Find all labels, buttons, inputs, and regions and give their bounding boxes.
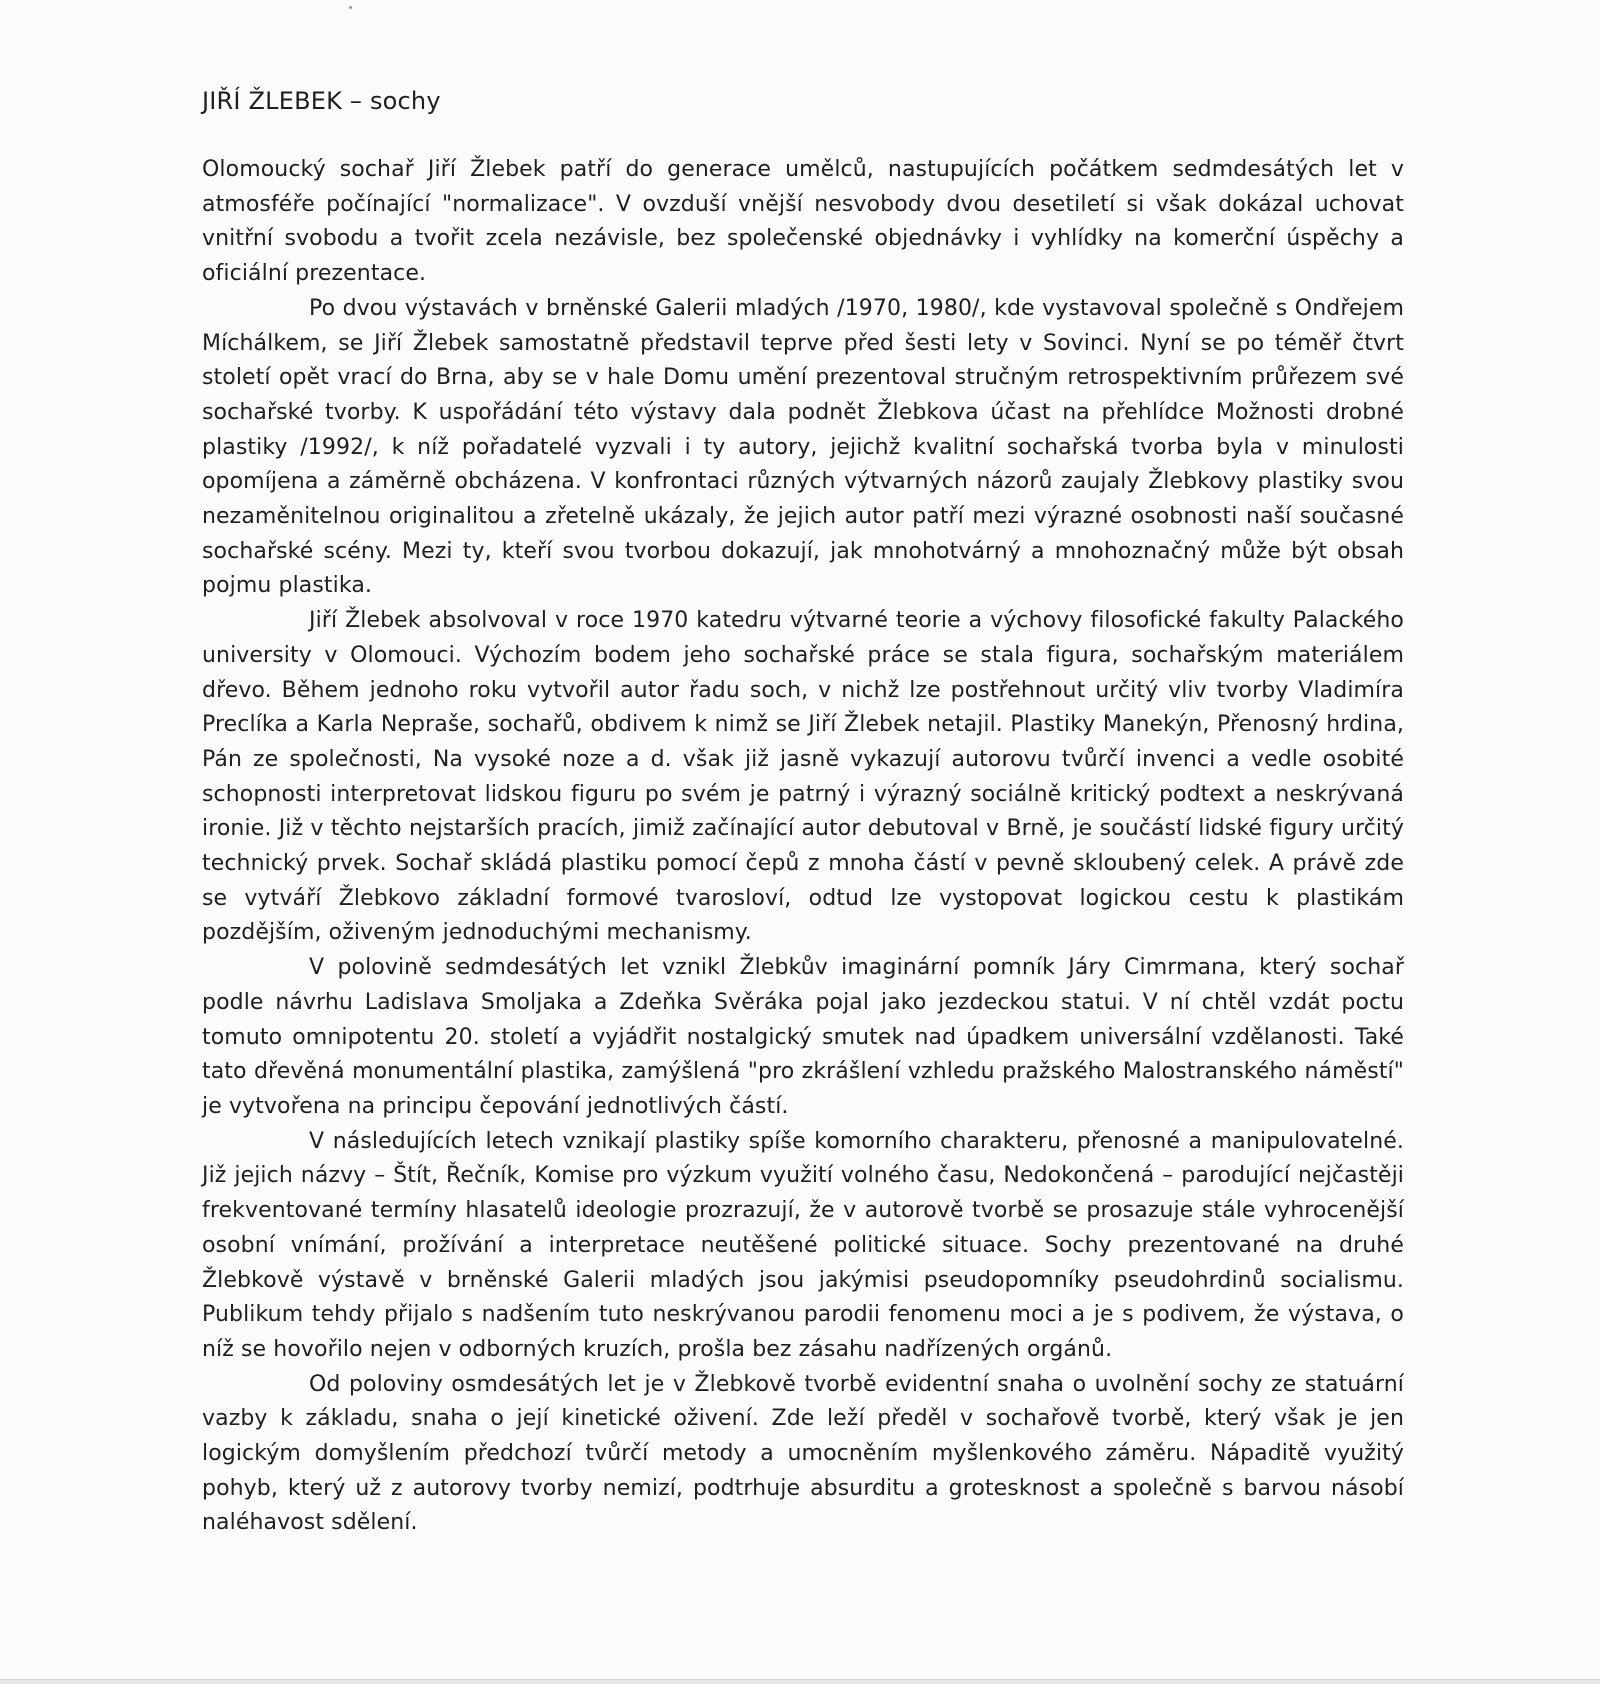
- article-body: [202, 153, 1404, 1541]
- paper-speck: [349, 6, 352, 9]
- paragraph-chamber-works: V následujících letech vznikají plastiky spíše komorního charakteru, přenosné a manipulovatelné. Již jejich názvy – Štít, Řečník, Komise pro výzkum využití volného času, Nedokončená – parodující nejčastěji frekventované termíny hlasatelů ideologie prozrazují, že v autorově tvorbě se prosazuje stále vyhrocenější osobní vnímání, prožívání a interpretace neutěšené politické situace. Sochy prezentované na druhé Žlebkově výstavě v brněnské Galerii mladých jsou jakýmisi pseudopomníky pseudohrdinů socialismu. Publikum tehdy přijalo s nadšením tuto neskrývanou parodii fenomenu moci a je s podivem, že výstava, o níž se hovořilo nejen v odborných kruzích, prošla bez zásahu nadřízených orgánů.: [202, 1128, 1404, 1362]
- paragraph-cimrman-monument: V polovině sedmdesátých let vznikl Žlebkův imaginární pomník Járy Cimrmana, který sochař podle návrhu Ladislava Smoljaka a Zdeňka Svěráka pojal jako jezdeckou statui. V ní chtěl vzdát poctu tomuto omnipotentu 20. století a vyjádřit nostalgický smutek nad úpadkem universální vzdělanosti. Také tato dřevěná monumentální plastika, zamýšlená "pro zkrášlení vzhledu pražského Malostranského náměstí" je vytvořena na principu čepování jednotlivých částí.: [202, 955, 1404, 1119]
- paragraph-kinetic-works: Od poloviny osmdesátých let je v Žlebkově tvorbě evidentní snaha o uvolnění sochy ze statuární vazby k základu, snaha o její kinetické oživení. Zde leží předěl v sochařově tvorbě, který však je jen logickým domyšlením předchozí tvůrčí metody a umocněním myšlenkového záměru. Nápaditě využitý pohyb, který už z autorovy tvorby nemizí, podtrhuje absurditu a grotesknost a společně s barvou násobí naléhavost sdělení.: [202, 1371, 1404, 1536]
- paragraph-exhibitions: Po dvou výstavách v brněnské Galerii mladých /1970, 1980/, kde vystavoval společně s Ondřejem Míchálkem, se Jiří Žlebek samostatně představil teprve před šesti lety v Sovinci. Nyní se po téměř čtvrt století opět vrací do Brna, aby se v hale Domu umění prezentoval stručným retrospektivním průřezem své sochařské tvorby. K uspořádání této výstavy dala podnět Žlebkova účast na přehlídce Možnosti drobné plastiky /1992/, k níž pořadatelé vyzvali i ty autory, jejichž kvalitní sochařská tvorba byla v minulosti opomíjena a záměrně obcházena. V konfrontaci různých výtvarných názorů zaujaly Žlebkovy plastiky svou nezaměnitelnou originalitou a zřetelně ukázaly, že jejich autor patří mezi výrazné osobnosti naší současné sochařské scény. Mezi ty, kteří svou tvorbou dokazují, jak mnohotvárný a mnohoznačný může být obsah pojmu plastika.: [202, 295, 1404, 599]
- paragraph-education: Jiří Žlebek absolvoval v roce 1970 katedru výtvarné teorie a výchovy filosofické fakulty Palackého university v Olomouci. Výchozím bodem jeho sochařské práce se stala figura, sochařským materiálem dřevo. Během jednoho roku vytvořil autor řadu soch, v nichž lze postřehnout určitý vliv tvorby Vladimíra Preclíka a Karla Nepraše, sochařů, obdivem k nimž se Jiří Žlebek netajil. Plastiky Manekýn, Přenosný hrdina, Pán ze společnosti, Na vysoké noze a d. však již jasně vykazují autorovu tvůrčí invenci a vedle osobité schopnosti interpretovat lidskou figuru po svém je patrný i výrazný sociálně kritický podtext a neskrývaná ironie. Již v těchto nejstarších pracích, jimiž začínající autor debutoval v Brně, je součástí lidské figury určitý technický prvek. Sochař skládá plastiku pomocí čepů z mnoha částí v pevně skloubený celek. A právě zde se vytváří Žlebkovo základní formové tvarosloví, odtud lze vystopovat logickou cestu k plastikám pozdějším, oživeným jednoduchými mechanismy.: [202, 608, 1404, 946]
- paragraph-intro: Olomoucký sochař Jiří Žlebek patří do generace umělců, nastupujících počátkem sedmdesátých let v atmosféře počínající "normalizace". V ovzduší vnější nesvobody dvou desetiletí si však dokázal uchovat vnitřní svobodu a tvořit zcela nezávisle, bez společenské objednávky i vyhlídky na komerční úspěchy a oficiální prezentace.: [202, 157, 1404, 287]
- page-title: JIŘÍ ŽLEBEK – sochy: [202, 87, 441, 115]
